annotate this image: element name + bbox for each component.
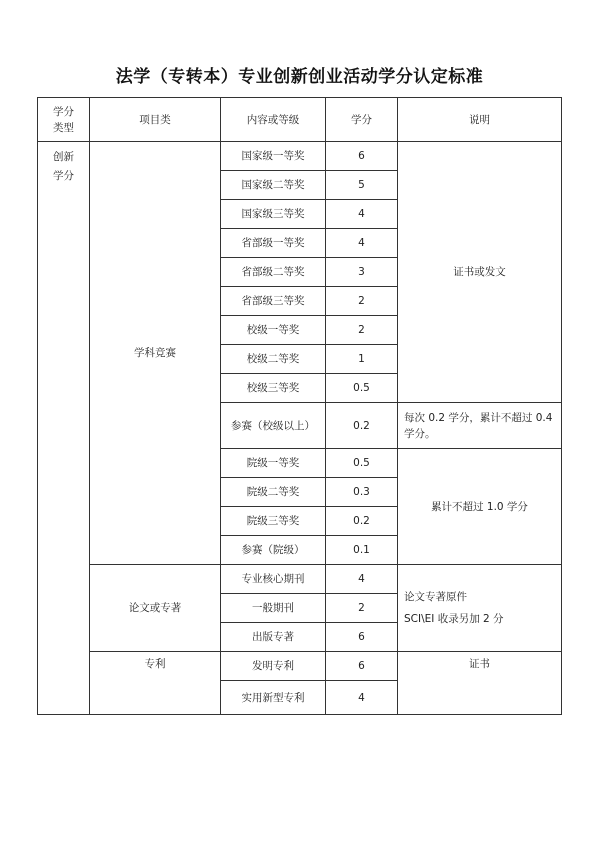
credit-cell: 0.2 — [326, 403, 398, 449]
note-certificate-or-document: 证书或发文 — [398, 142, 562, 403]
category-cell: 创新 学分 — [38, 142, 90, 715]
credit-standard-table — [37, 97, 562, 715]
credit-cell: 3 — [326, 258, 398, 287]
content-cell: 国家级三等奖 — [221, 200, 326, 229]
credit-cell: 0.2 — [326, 507, 398, 536]
table-row — [38, 652, 562, 681]
header-note: 说明 — [398, 98, 562, 142]
content-cell: 校级二等奖 — [221, 345, 326, 374]
credit-cell: 0.3 — [326, 478, 398, 507]
project-patent: 专利 — [90, 652, 221, 715]
content-cell: 参赛（校级以上） — [221, 403, 326, 449]
note-cumulative: 累计不超过 1.0 学分 — [398, 449, 562, 565]
credit-cell: 4 — [326, 229, 398, 258]
content-cell: 国家级一等奖 — [221, 142, 326, 171]
content-cell: 发明专利 — [221, 652, 326, 681]
note-participation: 每次 0.2 学分，累计不超过 0.4 学分。 — [398, 403, 562, 449]
content-cell: 专业核心期刊 — [221, 565, 326, 594]
credit-cell: 6 — [326, 623, 398, 652]
note-patent-certificate: 证书 — [398, 652, 562, 715]
content-cell: 省部级一等奖 — [221, 229, 326, 258]
credit-cell: 4 — [326, 200, 398, 229]
credit-cell: 2 — [326, 287, 398, 316]
content-cell: 一般期刊 — [221, 594, 326, 623]
document-title: 法学（专转本）专业创新创业活动学分认定标准 — [115, 67, 484, 87]
content-cell: 院级一等奖 — [221, 449, 326, 478]
content-cell: 国家级二等奖 — [221, 171, 326, 200]
credit-cell: 0.5 — [326, 374, 398, 403]
credit-cell: 1 — [326, 345, 398, 374]
header-credit: 学分 — [326, 98, 398, 142]
header-content: 内容或等级 — [221, 98, 326, 142]
table-row — [38, 142, 562, 171]
credit-cell: 6 — [326, 142, 398, 171]
content-cell: 院级二等奖 — [221, 478, 326, 507]
table-header-row — [38, 98, 562, 142]
content-cell: 校级三等奖 — [221, 374, 326, 403]
content-cell: 出版专著 — [221, 623, 326, 652]
content-cell: 参赛（院级） — [221, 536, 326, 565]
credit-cell: 0.1 — [326, 536, 398, 565]
content-cell: 院级三等奖 — [221, 507, 326, 536]
credit-cell: 6 — [326, 652, 398, 681]
content-cell: 省部级三等奖 — [221, 287, 326, 316]
content-cell: 实用新型专利 — [221, 681, 326, 715]
credit-cell: 4 — [326, 681, 398, 715]
table-row — [38, 565, 562, 594]
content-cell: 省部级二等奖 — [221, 258, 326, 287]
project-paper: 论文或专著 — [90, 565, 221, 652]
note-paper: 论文专著原件 SCI\EI 收录另加 2 分 — [398, 565, 562, 652]
header-project: 项目类 — [90, 98, 221, 142]
credit-cell: 2 — [326, 594, 398, 623]
content-cell: 校级一等奖 — [221, 316, 326, 345]
header-category: 学分 类型 — [38, 98, 90, 142]
credit-cell: 4 — [326, 565, 398, 594]
credit-cell: 5 — [326, 171, 398, 200]
project-competition: 学科竞赛 — [90, 142, 221, 565]
credit-cell: 2 — [326, 316, 398, 345]
credit-cell: 0.5 — [326, 449, 398, 478]
